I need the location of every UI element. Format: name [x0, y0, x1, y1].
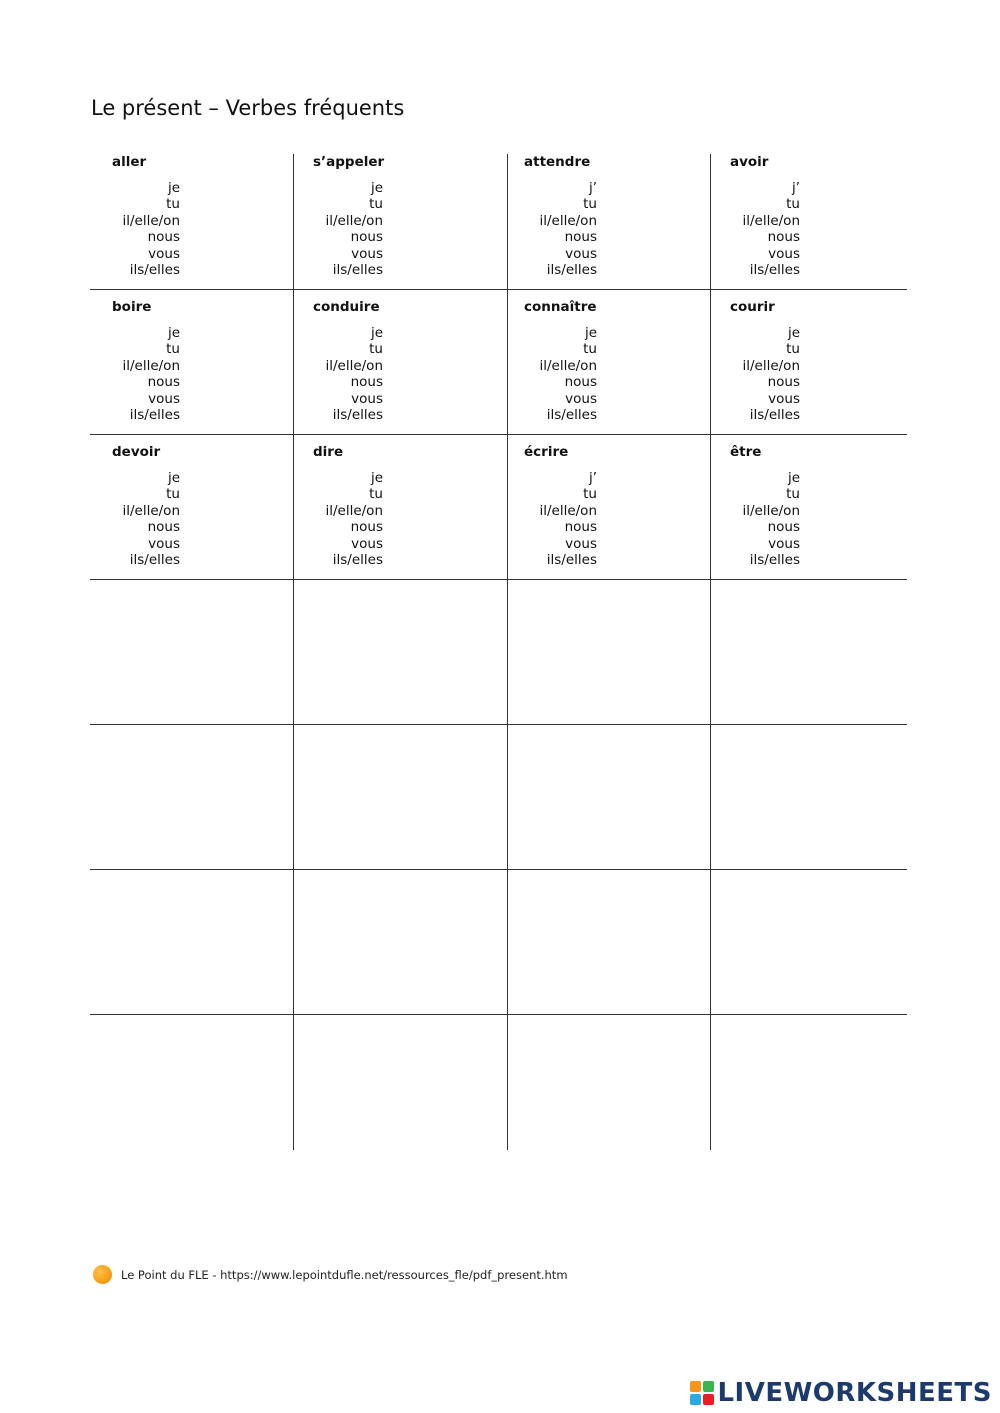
verb-label: courir: [730, 299, 775, 315]
pronoun: vous: [565, 535, 597, 552]
logo-square-2: [703, 1381, 714, 1392]
empty-cell[interactable]: [507, 580, 710, 723]
pronoun: il/elle/on: [742, 357, 800, 374]
verb-label: devoir: [112, 444, 161, 460]
pronoun: ils/elles: [749, 552, 800, 569]
empty-cell[interactable]: [90, 580, 293, 723]
pronoun-list: [122, 180, 180, 278]
verb-label: écrire: [524, 444, 569, 460]
pronoun: ils/elles: [332, 552, 383, 569]
pronoun: vous: [565, 390, 597, 407]
pronoun: nous: [564, 519, 597, 536]
empty-cell[interactable]: [293, 725, 507, 868]
pronoun: ils/elles: [546, 407, 597, 424]
footer-source-text: Le Point du FLE - https://www.lepointdufle.net/ressources_fle/pdf_present.htm: [121, 1267, 568, 1282]
pronoun: tu: [786, 196, 800, 213]
verb-cell: [710, 444, 907, 589]
verb-cell: [90, 444, 293, 589]
pronoun: vous: [148, 390, 180, 407]
pronoun: ils/elles: [546, 262, 597, 279]
pronoun-list: [122, 325, 180, 423]
verb-cell: [507, 154, 710, 299]
pronoun-list: [325, 470, 383, 568]
pronoun: il/elle/on: [539, 502, 597, 519]
pronoun: vous: [768, 245, 800, 262]
pronoun: tu: [369, 486, 383, 503]
verb-cell: [710, 154, 907, 299]
pronoun: vous: [351, 535, 383, 552]
verb-cell: [293, 444, 507, 589]
brand-text: LIVEWORKSHEETS: [717, 1378, 992, 1408]
empty-cell[interactable]: [507, 1015, 710, 1158]
pronoun: tu: [369, 341, 383, 358]
pronoun: ils/elles: [546, 552, 597, 569]
pronoun: tu: [583, 196, 597, 213]
verb-cell: [293, 299, 507, 444]
pronoun-list: [539, 325, 597, 423]
pronoun: tu: [166, 196, 180, 213]
logo-square-3: [690, 1394, 701, 1405]
empty-cell[interactable]: [90, 725, 293, 868]
empty-cell[interactable]: [507, 725, 710, 868]
pronoun: vous: [565, 245, 597, 262]
pronoun: vous: [351, 390, 383, 407]
verb-label: boire: [112, 299, 152, 315]
pronoun: il/elle/on: [325, 502, 383, 519]
pronoun: ils/elles: [129, 262, 180, 279]
pronoun-list: [325, 180, 383, 278]
liveworksheets-brand: [690, 1378, 992, 1408]
footer: [93, 1265, 568, 1284]
pronoun-list: [742, 180, 800, 278]
pronoun: il/elle/on: [539, 212, 597, 229]
verb-cell: [90, 154, 293, 299]
pronoun: nous: [147, 229, 180, 246]
pronoun: il/elle/on: [122, 212, 180, 229]
pronoun: tu: [583, 486, 597, 503]
pronoun: tu: [786, 341, 800, 358]
pronoun: je: [370, 180, 383, 196]
pronoun-list: [742, 470, 800, 568]
verb-label: avoir: [730, 154, 769, 170]
pronoun: j’: [588, 180, 597, 196]
empty-cell[interactable]: [90, 1015, 293, 1158]
pronoun: tu: [583, 341, 597, 358]
verb-cell: [293, 154, 507, 299]
pronoun: nous: [147, 374, 180, 391]
verb-label: dire: [313, 444, 344, 460]
pronoun: vous: [148, 535, 180, 552]
verb-label: s’appeler: [313, 154, 385, 170]
pronoun: vous: [768, 390, 800, 407]
pronoun: je: [167, 470, 180, 486]
pronoun: ils/elles: [749, 407, 800, 424]
pronoun: j’: [791, 180, 800, 196]
empty-cell[interactable]: [710, 580, 907, 723]
pronoun: nous: [350, 519, 383, 536]
conjugation-grid: [90, 154, 907, 1150]
pronoun: il/elle/on: [325, 212, 383, 229]
pronoun: j’: [588, 470, 597, 486]
empty-cell[interactable]: [293, 1015, 507, 1158]
pronoun: il/elle/on: [539, 357, 597, 374]
pronoun: nous: [767, 519, 800, 536]
verb-label: attendre: [524, 154, 591, 170]
pronoun: nous: [767, 229, 800, 246]
pronoun: vous: [768, 535, 800, 552]
pronoun: nous: [564, 374, 597, 391]
verb-label: aller: [112, 154, 147, 170]
verb-cell: [507, 444, 710, 589]
pronoun: il/elle/on: [122, 502, 180, 519]
pronoun: tu: [166, 341, 180, 358]
pronoun: je: [787, 325, 800, 341]
pronoun: je: [167, 180, 180, 196]
pronoun-list: [122, 470, 180, 568]
verb-cell: [90, 299, 293, 444]
pronoun: il/elle/on: [742, 212, 800, 229]
pronoun: ils/elles: [332, 407, 383, 424]
pronoun: je: [167, 325, 180, 341]
empty-cell[interactable]: [710, 1015, 907, 1158]
empty-cell[interactable]: [710, 870, 907, 1013]
logo-square-4: [703, 1394, 714, 1405]
pronoun: je: [584, 325, 597, 341]
pronoun: ils/elles: [129, 407, 180, 424]
verb-cell: [507, 299, 710, 444]
empty-cell[interactable]: [710, 725, 907, 868]
verb-label: conduire: [313, 299, 380, 315]
pronoun: je: [370, 325, 383, 341]
pronoun: il/elle/on: [325, 357, 383, 374]
pronoun: nous: [350, 374, 383, 391]
pronoun: je: [787, 470, 800, 486]
pronoun: tu: [786, 486, 800, 503]
verb-label: connaître: [524, 299, 597, 315]
empty-cell[interactable]: [90, 870, 293, 1013]
empty-cell[interactable]: [293, 580, 507, 723]
pronoun: il/elle/on: [122, 357, 180, 374]
pronoun-list: [539, 470, 597, 568]
pronoun: nous: [767, 374, 800, 391]
pronoun: vous: [148, 245, 180, 262]
liveworksheets-logo-icon: [690, 1381, 714, 1405]
empty-cell[interactable]: [507, 870, 710, 1013]
pronoun: ils/elles: [129, 552, 180, 569]
pronoun: il/elle/on: [742, 502, 800, 519]
pronoun: nous: [350, 229, 383, 246]
pronoun: ils/elles: [332, 262, 383, 279]
verb-label: être: [730, 444, 762, 460]
page-title: Le présent – Verbes fréquents: [91, 96, 405, 120]
pronoun: tu: [369, 196, 383, 213]
pronoun: vous: [351, 245, 383, 262]
orange-dot-icon: [93, 1265, 112, 1284]
pronoun: tu: [166, 486, 180, 503]
logo-square-1: [690, 1381, 701, 1392]
verb-cell: [710, 299, 907, 444]
pronoun-list: [325, 325, 383, 423]
pronoun-list: [539, 180, 597, 278]
pronoun: nous: [564, 229, 597, 246]
empty-cell[interactable]: [293, 870, 507, 1013]
pronoun: je: [370, 470, 383, 486]
pronoun: ils/elles: [749, 262, 800, 279]
pronoun: nous: [147, 519, 180, 536]
pronoun-list: [742, 325, 800, 423]
